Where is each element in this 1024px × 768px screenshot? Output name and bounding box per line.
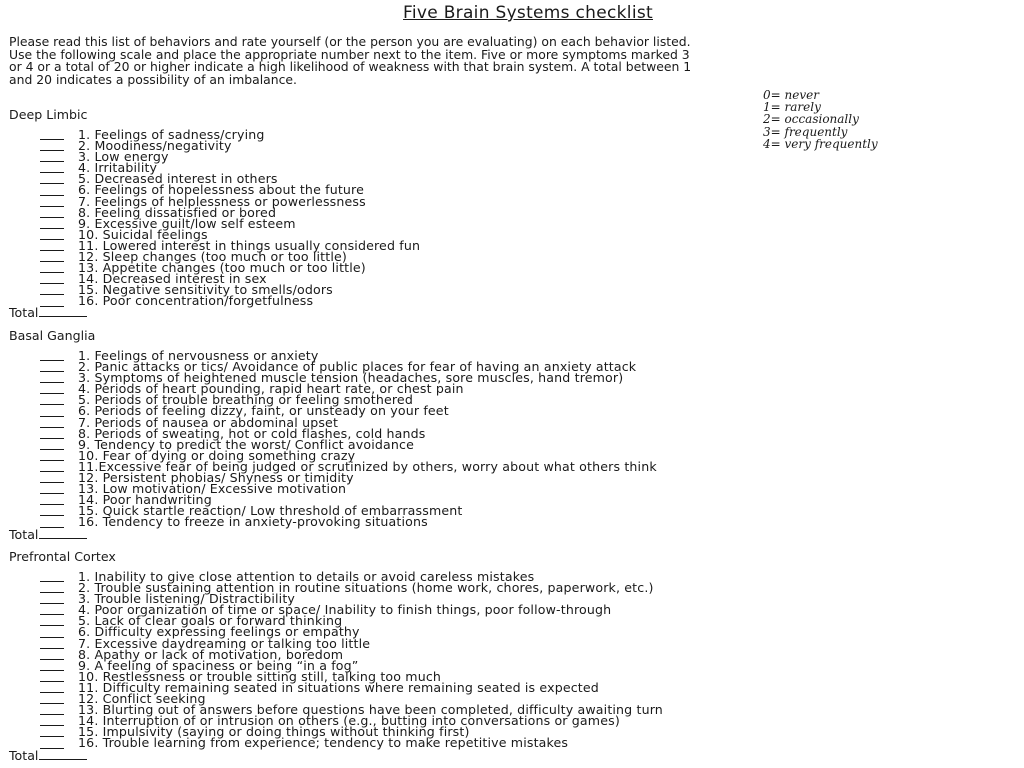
rating-scale xyxy=(763,89,878,150)
checklist-item-text: 4. Irritability xyxy=(78,160,158,176)
total-prefrontal-cortex xyxy=(9,748,87,763)
rating-blank-line[interactable] xyxy=(40,199,64,207)
rating-blank-line[interactable] xyxy=(40,154,64,162)
instructions-line: Use the following scale and place the appropriate number next to the item. Five or more symptoms marked 3 xyxy=(9,46,690,62)
checklist-item-text: 14. Decreased interest in sex xyxy=(78,271,267,287)
checklist-item-text: 10. Fear of dying or doing something crazy xyxy=(78,447,356,463)
total-basal-ganglia xyxy=(9,527,87,542)
checklist-item-text: 15. Impulsivity (saying or doing things without thinking first) xyxy=(78,724,470,740)
instructions xyxy=(9,36,1024,86)
scale-entry: 0= never xyxy=(763,88,819,102)
rating-blank-line[interactable] xyxy=(40,143,64,151)
checklist-item-text: 5. Periods of trouble breathing or feeling smothered xyxy=(78,392,413,408)
rating-blank-line[interactable] xyxy=(40,508,64,516)
rating-blank-line[interactable] xyxy=(40,574,64,582)
total-blank-line[interactable] xyxy=(39,750,87,760)
checklist-item-text: 8. Periods of sweating, hot or cold flashes, cold hands xyxy=(78,425,426,441)
rating-blank-line[interactable] xyxy=(40,607,64,615)
total-label: Total xyxy=(9,748,39,763)
item-list-basal-ganglia xyxy=(40,350,657,528)
rating-blank-line[interactable] xyxy=(40,475,64,483)
instructions-line: Please read this list of behaviors and rate yourself (or the person you are evaluating) on each behavior listed. xyxy=(9,34,691,49)
rating-blank-line[interactable] xyxy=(40,442,64,450)
checklist-item-text: 16. Poor concentration/forgetfulness xyxy=(78,293,314,309)
checklist-item-text: 2. Panic attacks or tics/ Avoidance of public places for fear of having an anxiety attack xyxy=(78,359,637,375)
checklist-item-text: 7. Feelings of helplessness or powerlessness xyxy=(78,193,366,209)
checklist-item-text: 13. Blurting out of answers before questions have been completed, difficulty awaiting turn xyxy=(78,702,663,718)
rating-blank-line[interactable] xyxy=(40,176,64,184)
checklist-item-text: 1. Feelings of sadness/crying xyxy=(78,127,265,142)
checklist-item-text: 6. Feelings of hopelessness about the future xyxy=(78,182,364,198)
section-title-basal-ganglia: Basal Ganglia xyxy=(9,328,96,343)
checklist-item-text: 2. Moodiness/negativity xyxy=(78,138,232,154)
rating-blank-line[interactable] xyxy=(40,464,64,472)
checklist-item-text: 10. Restlessness or trouble sitting still, talking too much xyxy=(78,668,442,684)
rating-blank-line[interactable] xyxy=(40,276,64,284)
checklist-item-text: 3. Symptoms of heightened muscle tension (headaches, sore muscles, hand tremor) xyxy=(78,370,624,386)
checklist-item-text: 15. Negative sensitivity to smells/odors xyxy=(78,282,333,298)
checklist-item-text: 12. Sleep changes (too much or too little) xyxy=(78,249,347,265)
rating-blank-line[interactable] xyxy=(40,497,64,505)
rating-blank-line[interactable] xyxy=(40,243,64,251)
rating-blank-line[interactable] xyxy=(40,453,64,461)
checklist-item-text: 11. Difficulty remaining seated in situations where remaining seated is expected xyxy=(78,679,599,695)
rating-blank-line[interactable] xyxy=(40,420,64,428)
rating-blank-line[interactable] xyxy=(40,652,64,660)
checklist-item-text: 14. Interruption of or intrusion on others (e.g., butting into conversations or games) xyxy=(78,713,620,729)
checklist-item-text: 1. Feelings of nervousness or anxiety xyxy=(78,348,319,363)
rating-blank-line[interactable] xyxy=(40,685,64,693)
checklist-item-text: 14. Poor handwriting xyxy=(78,492,212,508)
instructions-line: or 4 or a total of 20 or higher indicate a high likelihood of weakness with that brain system. A total between 1 xyxy=(9,59,692,74)
rating-blank-line[interactable] xyxy=(40,641,64,649)
checklist-item-text: 1. Inability to give close attention to details or avoid careless mistakes xyxy=(78,569,535,584)
checklist-item-text: 9. Excessive guilt/low self esteem xyxy=(78,215,296,231)
rating-blank-line[interactable] xyxy=(40,585,64,593)
rating-blank-line[interactable] xyxy=(40,630,64,638)
checklist-item-text: 10. Suicidal feelings xyxy=(78,226,208,242)
checklist-item xyxy=(40,293,420,309)
instructions-line: and 20 indicates a possibility of an imbalance. xyxy=(9,71,297,87)
checklist-item-text: 6. Periods of feeling dizzy, faint, or unsteady on your feet xyxy=(78,403,449,419)
checklist-item-text: 16. Trouble learning from experience; tendency to make repetitive mistakes xyxy=(78,735,569,751)
checklist-item-text: 8. Feeling dissatisfied or bored xyxy=(78,204,277,220)
checklist-item-text: 13. Appetite changes (too much or too little) xyxy=(78,260,366,276)
section-title-prefrontal-cortex: Prefrontal Cortex xyxy=(9,549,116,564)
total-blank-line[interactable] xyxy=(39,529,87,539)
checklist-item-text: 3. Trouble listening/ Distractibility xyxy=(78,591,296,607)
checklist-item-text: 5. Lack of clear goals or forward thinking xyxy=(78,613,343,629)
checklist-item-text: 6. Difficulty expressing feelings or empathy xyxy=(78,624,360,640)
checklist-item-text: 3. Low energy xyxy=(78,149,169,165)
checklist-item-text: 4. Periods of heart pounding, rapid heart rate, or chest pain xyxy=(78,381,464,397)
checklist-item-text: 8. Apathy or lack of motivation, boredom xyxy=(78,646,344,662)
checklist-item-text: 12. Persistent phobias/ Shyness or timidity xyxy=(78,470,354,486)
rating-blank-line[interactable] xyxy=(40,265,64,273)
rating-blank-line[interactable] xyxy=(40,364,64,372)
rating-blank-line[interactable] xyxy=(40,397,64,405)
rating-blank-line[interactable] xyxy=(40,618,64,626)
checklist-item-text: 15. Quick startle reaction/ Low threshold of embarrassment xyxy=(78,503,463,519)
rating-blank-line[interactable] xyxy=(40,188,64,196)
section-title-deep-limbic: Deep Limbic xyxy=(9,107,88,122)
checklist-item-text: 5. Decreased interest in others xyxy=(78,171,278,187)
rating-blank-line[interactable] xyxy=(40,707,64,715)
rating-blank-line[interactable] xyxy=(40,596,64,604)
checklist-item-text: 4. Poor organization of time or space/ Inability to finish things, poor follow-through xyxy=(78,602,612,618)
scale-entry: 3= frequently xyxy=(763,124,848,139)
item-list-prefrontal-cortex xyxy=(40,571,663,749)
document-title: Five Brain Systems checklist xyxy=(403,3,653,23)
rating-blank-line[interactable] xyxy=(40,386,64,394)
scale-entry: 4= very frequently xyxy=(763,136,878,151)
rating-blank-line[interactable] xyxy=(40,232,64,240)
rating-blank-line[interactable] xyxy=(40,287,64,295)
total-label: Total xyxy=(9,527,39,542)
scale-entry: 2= occasionally xyxy=(763,112,859,127)
rating-blank-line[interactable] xyxy=(40,674,64,682)
rating-blank-line[interactable] xyxy=(40,663,64,671)
checklist-item-text: 11. Lowered interest in things usually considered fun xyxy=(78,237,421,253)
checklist-item-text: 16. Tendency to freeze in anxiety-provoking situations xyxy=(78,514,428,530)
rating-blank-line[interactable] xyxy=(40,254,64,262)
checklist-item-text: 9. A feeling of spaciness or being “in a fog” xyxy=(78,657,359,673)
rating-blank-line[interactable] xyxy=(40,132,64,140)
rating-blank-line[interactable] xyxy=(40,486,64,494)
total-deep-limbic xyxy=(9,305,87,320)
rating-blank-line[interactable] xyxy=(40,165,64,173)
checklist-item-text: 11.Excessive fear of being judged or scrutinized by others, worry about what others think xyxy=(78,458,657,474)
checklist-item-text: 7. Periods of nausea or abdominal upset xyxy=(78,414,339,430)
rating-blank-line[interactable] xyxy=(40,221,64,229)
rating-blank-line[interactable] xyxy=(40,210,64,218)
rating-blank-line[interactable] xyxy=(40,718,64,726)
checklist-item-text: 13. Low motivation/ Excessive motivation xyxy=(78,481,347,497)
rating-blank-line[interactable] xyxy=(40,353,64,361)
rating-blank-line[interactable] xyxy=(40,729,64,737)
checklist-item xyxy=(40,735,663,751)
rating-blank-line[interactable] xyxy=(40,431,64,439)
total-label: Total xyxy=(9,305,39,320)
rating-blank-line[interactable] xyxy=(40,409,64,417)
checklist-item xyxy=(40,514,657,530)
checklist-item-text: 2. Trouble sustaining attention in routine situations (home work, chores, paperwork, etc.) xyxy=(78,580,654,596)
checklist-item-text: 9. Tendency to predict the worst/ Conflict avoidance xyxy=(78,436,414,452)
rating-blank-line[interactable] xyxy=(40,375,64,383)
checklist-item-text: 7. Excessive daydreaming or talking too little xyxy=(78,635,371,651)
scale-entry: 1= rarely xyxy=(763,100,821,115)
checklist-item-text: 12. Conflict seeking xyxy=(78,691,206,707)
rating-blank-line[interactable] xyxy=(40,696,64,704)
item-list-deep-limbic xyxy=(40,129,420,307)
total-blank-line[interactable] xyxy=(39,307,87,317)
